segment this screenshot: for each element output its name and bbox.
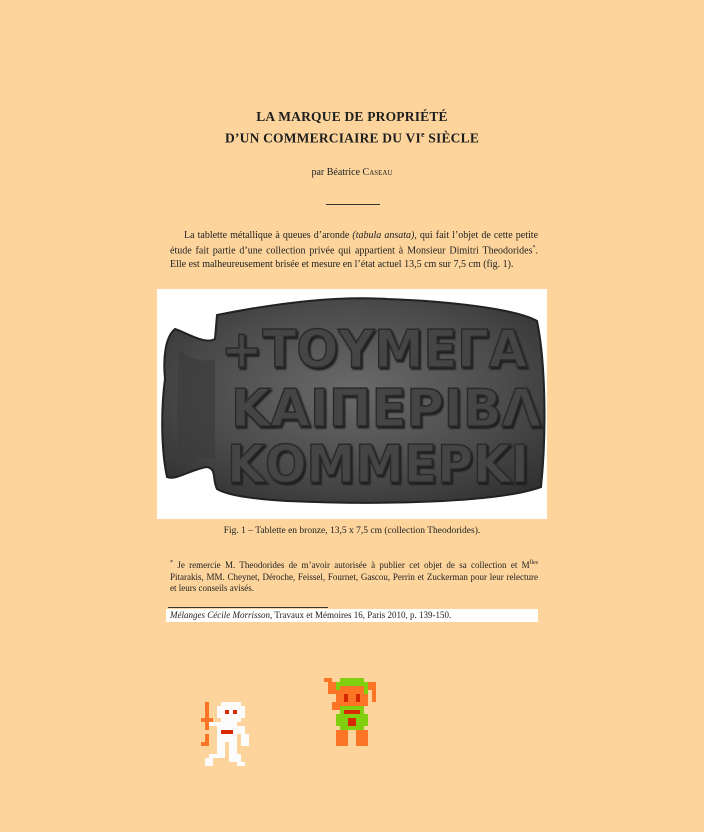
footnote-mark: * xyxy=(170,560,173,566)
citation-details: , Travaux et Mémoires 16, Paris 2010, p. 139-150. xyxy=(269,610,452,620)
intro-italic-term: (tabula ansata) xyxy=(352,230,415,241)
footnote-marker: * xyxy=(532,245,536,252)
tablet-inscription-line-2: ΚΑΙΠΕΡΙΒΛ xyxy=(231,379,541,439)
skeleton-warrior-sprite xyxy=(190,702,260,774)
bronze-tablet-image xyxy=(157,289,547,519)
title-line-2-end: SIÈCLE xyxy=(424,130,480,146)
tablet-inscription-line-3: ΚΟΜΜΕΡΚΙ xyxy=(227,435,529,495)
footnote-text-2: Pitarakis, MM. Cheynet, Déroche, Feissel, Fournet, Gascou, Perrin et Zuckerman pour leur relecture et leurs conseils avisés. xyxy=(170,571,538,593)
intro-text-3: . Elle est malheureusement brisée et mesure en l’état actuel 13,5 cm sur 7,5 cm (fig. 1). xyxy=(170,245,538,270)
author-line xyxy=(0,167,704,178)
article-title xyxy=(0,108,704,148)
citation-journal: Mélanges Cécile Morrisson xyxy=(170,610,270,620)
figure-caption: Fig. 1 – Tablette en bronze, 13,5 x 7,5 cm (collection Theodorides). xyxy=(223,526,481,536)
title-line-1: LA MARQUE DE PROPRIÉTÉ xyxy=(256,109,448,124)
footnote-superscript: lles xyxy=(529,560,538,566)
author-prefix: par Béatrice xyxy=(311,167,363,178)
hero-sprite xyxy=(324,678,380,746)
title-line-2 xyxy=(0,126,704,148)
tablet-handle-inner xyxy=(178,349,216,467)
intro-paragraph xyxy=(170,229,538,271)
intro-text-2: , qui fait l’objet de cette petite étude fait partie d’une collection privée qui appartient à Monsieur Dimitri Theodorides xyxy=(170,230,539,257)
footnote-text-1: Je remercie M. Theodorides de m’avoir autorisée à publier cet objet de sa collection et M xyxy=(173,560,530,570)
footnote-divider xyxy=(168,607,328,608)
title-divider xyxy=(326,204,380,205)
tablet-photo xyxy=(157,289,547,519)
tablet-inscription-line-1: +ΤΟΥΜΕΓΑ xyxy=(221,320,527,380)
citation-line xyxy=(166,609,538,622)
title-line-2-text: D’UN COMMERCIAIRE DU VI xyxy=(224,130,421,146)
intro-text-1: La tablette métallique à queues d’aronde xyxy=(184,230,353,241)
author-surname: Caseau xyxy=(362,167,393,178)
title-line-2-superscript: e xyxy=(420,130,425,139)
footnote xyxy=(170,558,538,595)
